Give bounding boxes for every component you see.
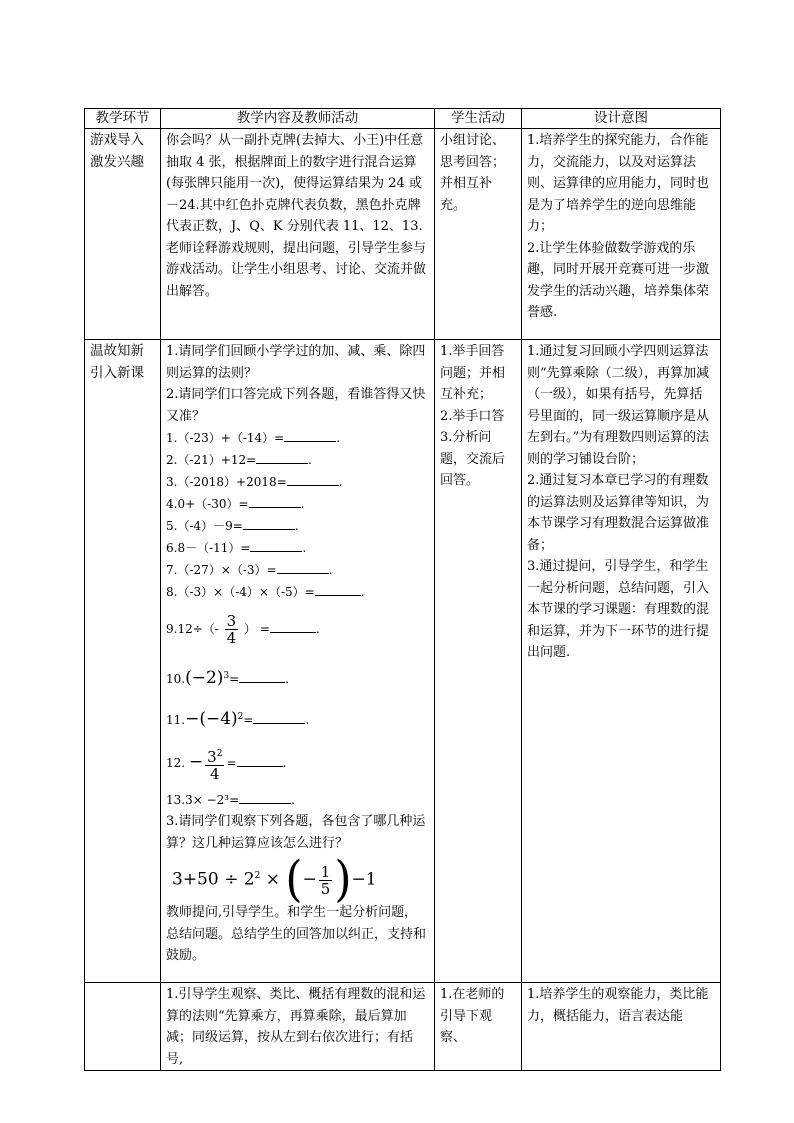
intent-item: 1.通过复习回顾小学四则运算法则“先算乘除（二级），再算加减（一级），如果有括号，先算括号里面的，同一级运算顺序是从左到右。”为有理数四则运算的法则的学习铺设台阶； [527, 344, 710, 467]
intent-cell [522, 129, 721, 340]
teacher-note: 教师提问,引导学生。和学生一起分析问题，总结问题。总结学生的回答加以纠正，支持和鼓励。 [166, 905, 427, 963]
activity-cell: 1.在老师的引导下观察、 [435, 983, 522, 1071]
answer-blank [287, 474, 339, 486]
activity-item: 1.举手回答问题；并相互补充； [440, 344, 506, 402]
answer-blank [249, 496, 301, 508]
answer-blank [284, 430, 336, 442]
answer-blank [237, 755, 283, 767]
answer-blank [256, 452, 308, 464]
fraction: $\frac{3^2}{4}$ [207, 747, 223, 783]
exercise-11: $11.-(-4)^2=$ . [166, 709, 310, 729]
answer-blank [239, 792, 291, 804]
intent-item: 2.让学生体验做数学游戏的乐趣，同时开展开竞赛可进一步激发学生的活动兴趣，培养集体荣誉感. [527, 240, 710, 320]
question-3: 3.请同学们观察下列各题，各包含了哪几种运算？这几种运算应该怎么进行？ [166, 814, 426, 851]
answer-blank [243, 518, 295, 530]
header-row [85, 109, 721, 129]
header-intent: 设计意图 [522, 109, 721, 129]
exercise-10: $10.(-2)^3=$ . [166, 668, 290, 688]
answer-blank [315, 584, 361, 596]
lesson-plan-table [84, 108, 721, 1071]
exercise-9: 9.12÷（- $\frac{3}{4}$ ） = . [166, 612, 320, 647]
fraction: $\frac{3}{4}$ [226, 612, 237, 647]
exercise-2: 2.（-21）+12= . [166, 453, 312, 467]
stage-label-line1: 温故知新 [90, 343, 144, 359]
activity-item: 3.分析问题，交流后回答。 [440, 430, 506, 488]
answer-blank [239, 671, 285, 683]
activity-cell [435, 340, 522, 983]
intent-item: 3.通过提问，引导学生，和学生一起分析问题，总结问题，引入本节课的学习课题：有理数的混和运算，并为下一环节的进行提出问题. [527, 559, 710, 660]
activity-item: 2.举手口答 [440, 408, 505, 424]
exercise-1: 1.（-23）+（-14）= . [166, 431, 341, 445]
game-description: 你会吗？从一副扑克牌(去掉大、小王)中任意抽取 4 张，根据牌面上的数字进行混合运算(每张牌只能用一次)，使得运算结果为 24 或－24.其中红色扑克牌代表负数，黑色扑克牌代表正数，J、Q、K 分别代表 11、12、13. [166, 133, 424, 234]
content-cell [161, 129, 435, 340]
intent-item: 1.培养学生的探究能力，合作能力，交流能力，以及对运算法则、运算律的应用能力，同时也是为了培养学生的逆向思维能力； [527, 133, 710, 234]
content-cell [161, 340, 435, 983]
stage-cell [85, 340, 161, 983]
question-2: 2.请同学们口答完成下列各题，看谁答得又快又准？ [166, 387, 426, 424]
answer-blank [277, 562, 329, 574]
exercise-6: 6.8－（-11）= . [166, 541, 307, 555]
row-game-intro [85, 129, 721, 340]
exercise-4: 4.0+（-30）= . [166, 497, 305, 511]
stage-cell [85, 129, 161, 340]
teacher-activity: 老师诠释游戏规则，提出问题，引导学生参与游戏活动。让学生小组思考、讨论、交流并做出解答。 [166, 240, 427, 299]
header-stage: 教学环节 [85, 109, 161, 129]
stage-cell [85, 983, 161, 1071]
exercise-7: 7.（-27）×（-3）= . [166, 563, 333, 577]
question-1: 1.请同学们回顾小学学过的加、减、乘、除四则运算的法则？ [166, 344, 426, 381]
row-review-intro [85, 340, 721, 983]
header-activity: 学生活动 [435, 109, 522, 129]
exercise-8: 8.（-3）×（-4）×（-5）= . [166, 585, 365, 599]
content-cell: 1.引导学生观察、类比、概括有理数的混和运算的法则“先算乘方，再算乘除，最后算加减；同级运算，按从左到右依次进行；有括号, [161, 983, 435, 1071]
stage-label-line2: 激发兴趣 [90, 153, 144, 170]
stage-label-line2: 引入新课 [90, 364, 144, 381]
exercise-5: 5.（-4）－9= . [166, 519, 299, 533]
header-content: 教学内容及教师活动 [161, 109, 435, 129]
exercise-3: 3.（-2018）+2018= . [166, 475, 343, 489]
intent-cell: 1.培养学生的观察能力，类比能力，概括能力，语言表达能 [522, 983, 721, 1071]
mixed-expression: $3+50 \div 2^2$ × (− $\frac{1}{5}$ )−1 [172, 851, 377, 908]
answer-blank [253, 712, 305, 724]
row-rules [85, 983, 721, 1071]
stage-label-line1: 游戏导入 [90, 132, 144, 148]
answer-blank [270, 621, 316, 633]
fraction: $\frac{1}{5}$ [320, 862, 331, 898]
exercise-13: 13.3× −2³= . [166, 793, 295, 807]
exercise-12: 12. − $\frac{3^2}{4}$ = . [166, 747, 287, 783]
intent-cell [522, 340, 721, 983]
activity-cell: 小组讨论、思考回答；并相互补充。 [435, 129, 522, 340]
intent-item: 2.通过复习本章已学习的有理数的运算法则及运算律等知识，为本节课学习有理数混合运算做准备； [527, 473, 710, 553]
answer-blank [250, 540, 302, 552]
